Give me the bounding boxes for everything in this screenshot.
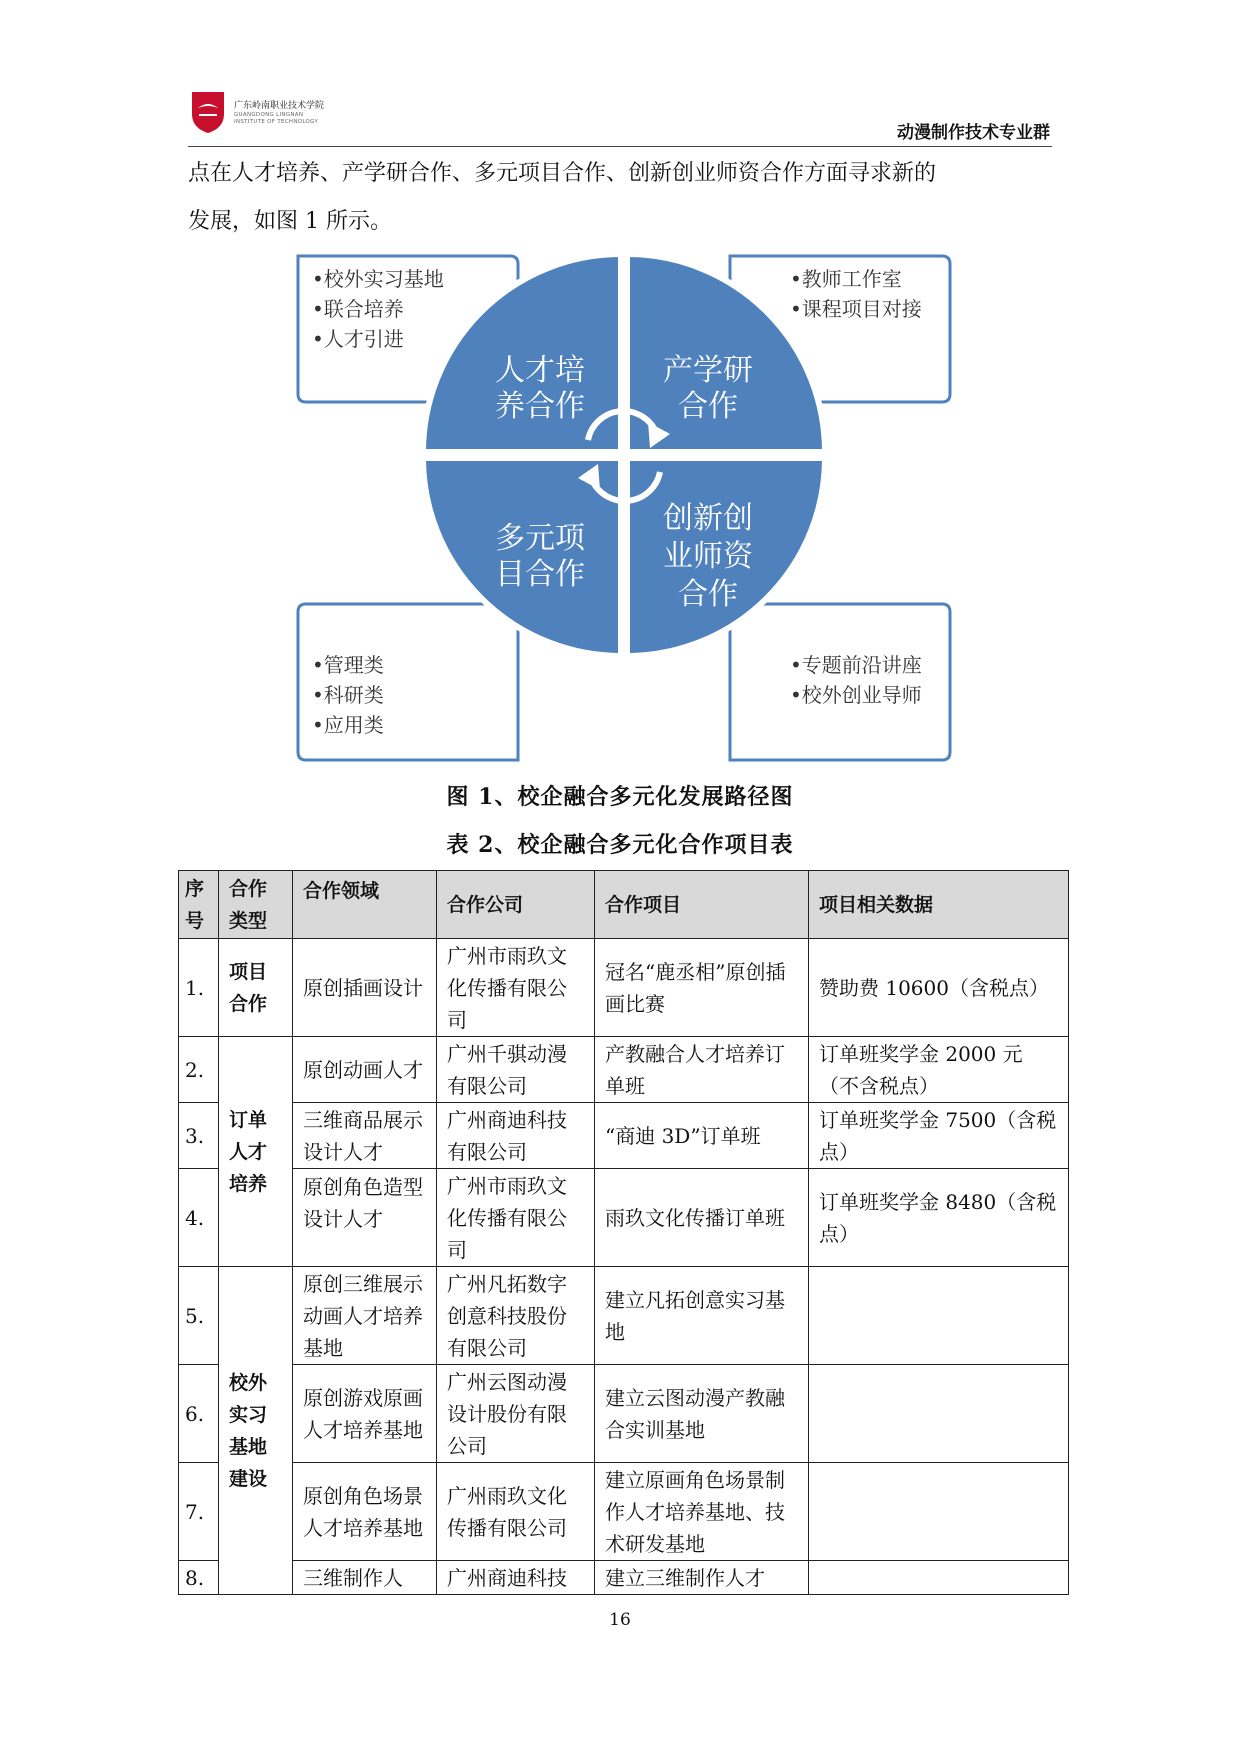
cell-field: 原创角色造型设计人才 bbox=[293, 1169, 437, 1267]
col-header-type-line1: 合作 bbox=[229, 877, 268, 900]
q1-label-line2: 养合作 bbox=[495, 389, 585, 424]
cell-project: 建立凡拓创意实习基地 bbox=[595, 1267, 809, 1365]
cell-project: “商迪 3D”订单班 bbox=[595, 1103, 809, 1169]
row-number: 1. bbox=[179, 939, 219, 1037]
box2-item-1: •教师工作室 bbox=[790, 267, 902, 291]
cell-project: 建立云图动漫产教融合实训基地 bbox=[595, 1365, 809, 1463]
intro-line-2: 发展，如图 1 所示。 bbox=[188, 209, 392, 234]
q1-label-line1: 人才培 bbox=[495, 353, 585, 388]
cell-data: 订单班奖学金 7500（含税点） bbox=[809, 1103, 1069, 1169]
cell-field: 原创动画人才 bbox=[293, 1037, 437, 1103]
cell-data: 订单班奖学金 2000 元（不含税点） bbox=[809, 1037, 1069, 1103]
cell-company: 广州雨玖文化传播有限公司 bbox=[437, 1463, 595, 1561]
shield-logo-icon bbox=[190, 90, 226, 134]
group-label-line: 人才 bbox=[229, 1140, 268, 1163]
cell-project: 冠名“鹿丞相”原创插画比赛 bbox=[595, 939, 809, 1037]
box3-item-1: •管理类 bbox=[312, 653, 384, 677]
cell-company: 广州云图动漫设计股份有限公司 bbox=[437, 1365, 595, 1463]
school-logo bbox=[190, 88, 330, 140]
cell-project: 建立原画角色场景制作人才培养基地、技术研发基地 bbox=[595, 1463, 809, 1561]
q4-label-line3: 合作 bbox=[678, 577, 738, 612]
school-name-en-line2: INSTITUTE OF TECHNOLOGY bbox=[234, 119, 319, 125]
col-header-field: 合作领域 bbox=[293, 871, 437, 939]
group-order-training bbox=[219, 1037, 293, 1267]
col-header-company: 合作公司 bbox=[437, 871, 595, 939]
cell-data: 订单班奖学金 8480（含税点） bbox=[809, 1169, 1069, 1267]
table-row bbox=[179, 1267, 1069, 1365]
box1-item-2: •联合培养 bbox=[312, 297, 404, 321]
group-internship-base bbox=[219, 1267, 293, 1595]
box4-item-1: •专题前沿讲座 bbox=[790, 653, 922, 677]
q4-label-line2: 业师资 bbox=[663, 539, 753, 574]
figure-caption: 图 1、校企融合多元化发展路径图 bbox=[446, 784, 794, 810]
cell-company: 广州市雨玖文化传播有限公司 bbox=[437, 1169, 595, 1267]
cell-project: 建立三维制作人才 bbox=[595, 1561, 809, 1595]
row-number: 8. bbox=[179, 1561, 219, 1595]
page-number: 16 bbox=[609, 1610, 631, 1630]
col-header-type-line2: 类型 bbox=[229, 909, 268, 932]
cell-company: 广州市雨玖文化传播有限公司 bbox=[437, 939, 595, 1037]
box3-item-3: •应用类 bbox=[312, 713, 384, 737]
table-row bbox=[179, 1463, 1069, 1561]
group-label-line: 建设 bbox=[229, 1467, 268, 1490]
school-name-cn: 广东岭南职业技术学院 bbox=[234, 101, 325, 111]
row-number: 7. bbox=[179, 1463, 219, 1561]
cell-field: 原创三维展示动画人才培养基地 bbox=[293, 1267, 437, 1365]
table-caption: 表 2、校企融合多元化合作项目表 bbox=[446, 832, 794, 858]
box-bottom-right bbox=[730, 604, 950, 760]
cell-field: 原创插画设计 bbox=[293, 939, 437, 1037]
cell-data bbox=[809, 1463, 1069, 1561]
table-row bbox=[179, 1103, 1069, 1169]
group-label-line: 校外 bbox=[229, 1371, 268, 1394]
cell-company: 广州商迪科技 bbox=[437, 1561, 595, 1595]
box4-item-2: •校外创业导师 bbox=[790, 683, 922, 707]
box1-item-3: •人才引进 bbox=[312, 327, 404, 351]
table-row bbox=[179, 939, 1069, 1037]
header-divider bbox=[188, 146, 1052, 147]
cell-data bbox=[809, 1267, 1069, 1365]
table-header-row bbox=[179, 871, 1069, 939]
circle-quadrants bbox=[423, 254, 825, 656]
cell-field: 原创游戏原画人才培养基地 bbox=[293, 1365, 437, 1463]
table-row bbox=[179, 1561, 1069, 1595]
q4-label-line1: 创新创 bbox=[663, 501, 753, 536]
intro-line-1: 点在人才培养、产学研合作、多元项目合作、创新创业师资合作方面寻求新的 bbox=[188, 161, 937, 186]
group-label-line: 培养 bbox=[229, 1172, 268, 1195]
row-number: 3. bbox=[179, 1103, 219, 1169]
col-header-data: 项目相关数据 bbox=[809, 871, 1069, 939]
row-number: 2. bbox=[179, 1037, 219, 1103]
row-number: 5. bbox=[179, 1267, 219, 1365]
cell-data bbox=[809, 1365, 1069, 1463]
group-project-cooperation bbox=[219, 939, 293, 1037]
group-label-line: 项目 bbox=[229, 960, 268, 983]
box1-item-1: •校外实习基地 bbox=[312, 267, 444, 291]
cell-field: 原创角色场景人才培养基地 bbox=[293, 1463, 437, 1561]
cooperation-table bbox=[178, 870, 1069, 1595]
table-row bbox=[179, 1037, 1069, 1103]
group-label-line: 订单 bbox=[229, 1108, 268, 1131]
group-label-line: 基地 bbox=[229, 1435, 268, 1458]
intro-paragraph bbox=[188, 150, 1058, 246]
cell-company: 广州千骐动漫有限公司 bbox=[437, 1037, 595, 1103]
row-number: 4. bbox=[179, 1169, 219, 1267]
group-label-line: 实习 bbox=[229, 1403, 268, 1426]
cell-project: 产教融合人才培养订单班 bbox=[595, 1037, 809, 1103]
department-title: 动漫制作技术专业群 bbox=[897, 123, 1050, 143]
table-row bbox=[179, 1169, 1069, 1267]
development-path-diagram bbox=[288, 252, 960, 764]
table-row bbox=[179, 1365, 1069, 1463]
col-header-no-line2: 号 bbox=[185, 909, 205, 932]
cell-data bbox=[809, 1561, 1069, 1595]
cell-company: 广州商迪科技有限公司 bbox=[437, 1103, 595, 1169]
box3-item-2: •科研类 bbox=[312, 683, 384, 707]
school-name-en-line1: GUANGDONG LINGNAN bbox=[234, 112, 304, 118]
q3-label-line1: 多元项 bbox=[495, 521, 585, 556]
cell-field: 三维商品展示设计人才 bbox=[293, 1103, 437, 1169]
row-number: 6. bbox=[179, 1365, 219, 1463]
col-header-type bbox=[219, 871, 293, 939]
col-header-no bbox=[179, 871, 219, 939]
cell-project: 雨玖文化传播订单班 bbox=[595, 1169, 809, 1267]
cell-company: 广州凡拓数字创意科技股份有限公司 bbox=[437, 1267, 595, 1365]
cell-data: 赞助费 10600（含税点） bbox=[809, 939, 1069, 1037]
cell-field: 三维制作人 bbox=[293, 1561, 437, 1595]
group-label-line: 合作 bbox=[229, 992, 268, 1015]
box2-item-2: •课程项目对接 bbox=[790, 297, 922, 321]
col-header-no-line1: 序 bbox=[185, 877, 205, 900]
q3-label-line2: 目合作 bbox=[495, 557, 585, 592]
q2-label-line1: 产学研 bbox=[663, 353, 753, 388]
col-header-project: 合作项目 bbox=[595, 871, 809, 939]
q2-label-line2: 合作 bbox=[678, 389, 738, 424]
